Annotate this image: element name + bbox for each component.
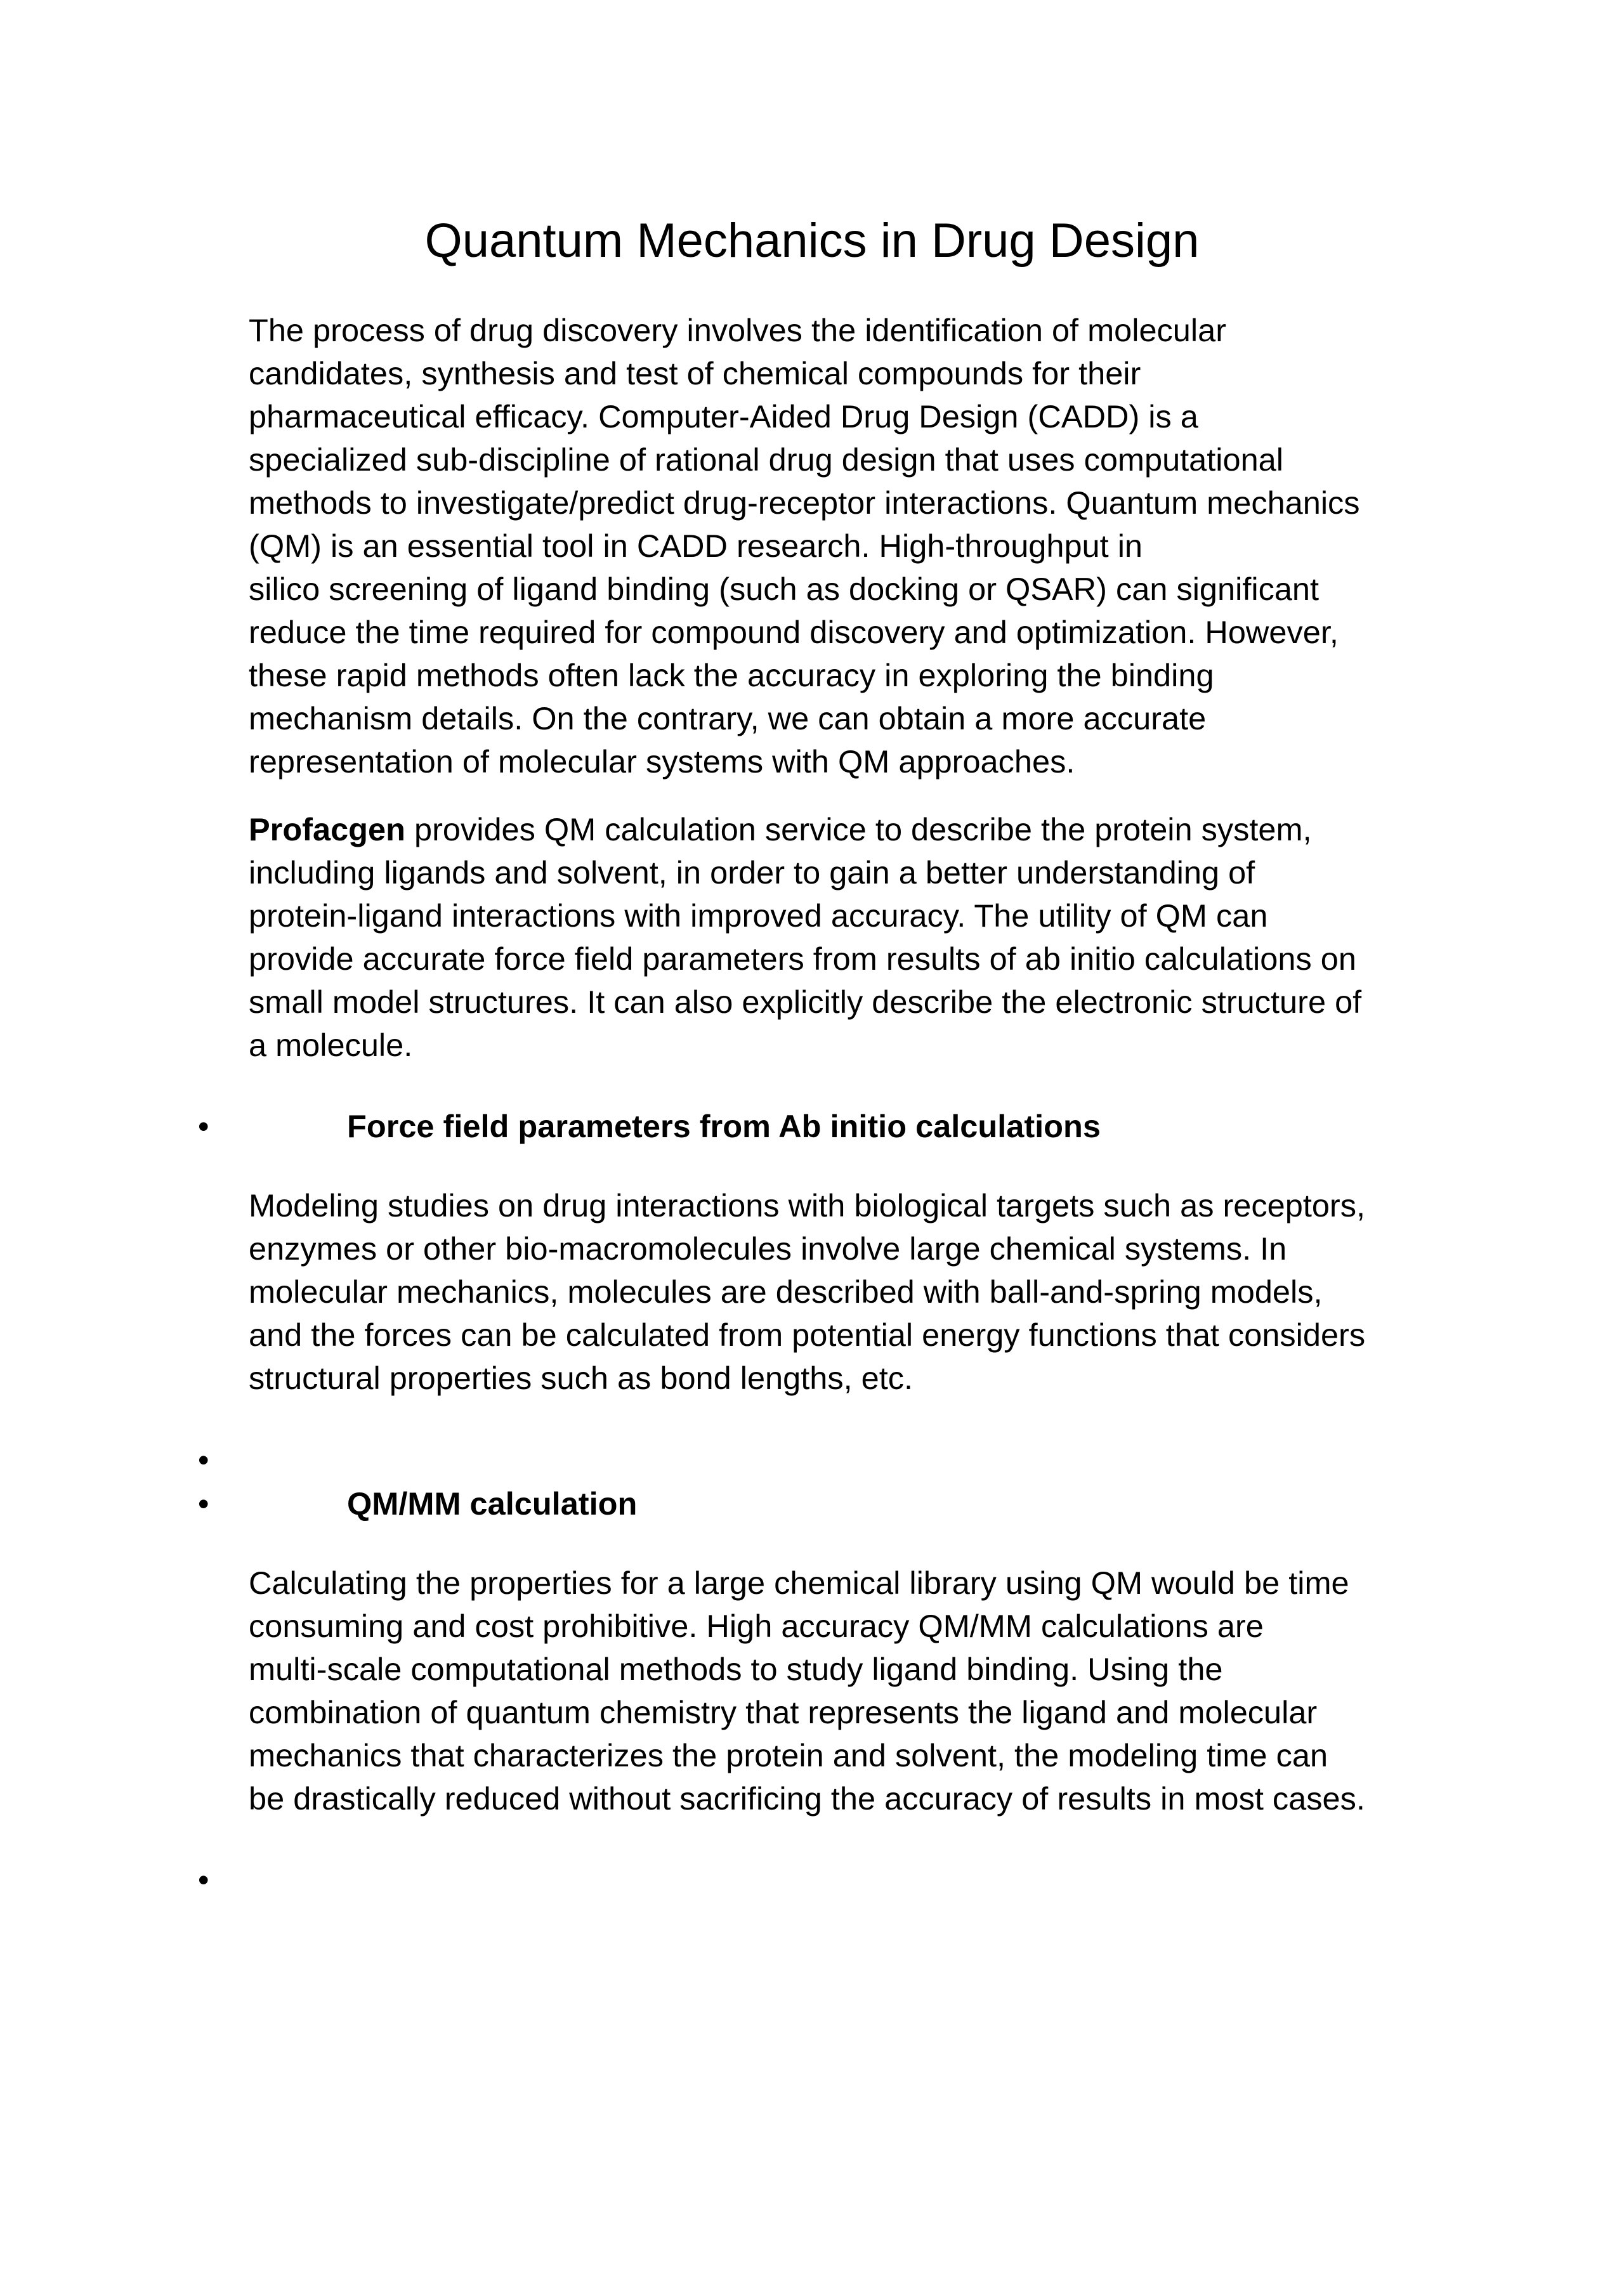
paragraph-line: reduce the time required for compound discovery and optimization. However, <box>249 614 1339 650</box>
bullet-marker: • <box>198 1486 209 1522</box>
intro-paragraph <box>249 309 1410 783</box>
paragraph-line: combination of quantum chemistry that represents the ligand and molecular <box>249 1694 1318 1730</box>
section-heading-force-field: Force field parameters from Ab initio calculations <box>347 1108 1101 1144</box>
paragraph-line: silico screening of ligand binding (such as docking or QSAR) can significant <box>249 571 1320 607</box>
paragraph-line: mechanism details. On the contrary, we can obtain a more accurate <box>249 700 1207 736</box>
paragraph-line: enzymes or other bio-macromolecules involve large chemical systems. In <box>249 1230 1287 1267</box>
paragraph-line: specialized sub-discipline of rational drug design that uses computational <box>249 441 1283 478</box>
paragraph-line: Modeling studies on drug interactions with biological targets such as receptors, <box>249 1187 1366 1223</box>
page-title: Quantum Mechanics in Drug Design <box>424 214 1200 268</box>
paragraph-line: structural properties such as bond lengths, etc. <box>249 1360 914 1396</box>
force-field-paragraph <box>249 1184 1410 1400</box>
paragraph-line: and the forces can be calculated from potential energy functions that considers <box>249 1317 1366 1353</box>
paragraph-line: candidates, synthesis and test of chemical compounds for their <box>249 355 1141 391</box>
bullet-marker: • <box>198 1109 209 1144</box>
paragraph-line: (QM) is an essential tool in CADD research. High-throughput in <box>249 528 1143 564</box>
bullet-marker: • <box>198 1442 209 1478</box>
company-name: Profacgen <box>249 811 405 847</box>
paragraph-line: consuming and cost prohibitive. High accuracy QM/MM calculations are <box>249 1608 1264 1644</box>
paragraph-line: pharmaceutical efficacy. Computer-Aided Drug Design (CADD) is a <box>249 398 1198 434</box>
paragraph-line: small model structures. It can also explicitly describe the electronic structure of <box>249 984 1362 1020</box>
paragraph-line: methods to investigate/predict drug-receptor interactions. Quantum mechanics <box>249 485 1360 521</box>
paragraph-line: provide accurate force field parameters from results of ab initio calculations on <box>249 941 1356 977</box>
paragraph-line: molecular mechanics, molecules are described with ball-and-spring models, <box>249 1274 1323 1310</box>
paragraph-line: protein-ligand interactions with improved accuracy. The utility of QM can <box>249 897 1268 934</box>
qmmm-paragraph <box>249 1562 1410 1820</box>
paragraph-line: mechanics that characterizes the protein and solvent, the modeling time can <box>249 1737 1328 1773</box>
paragraph-line: representation of molecular systems with QM approaches. <box>249 743 1075 779</box>
section-heading-qmmm: QM/MM calculation <box>347 1485 638 1522</box>
paragraph-line: a molecule. <box>249 1027 413 1063</box>
paragraph-line: The process of drug discovery involves the identification of molecular <box>249 312 1227 348</box>
paragraph-line: multi-scale computational methods to study ligand binding. Using the <box>249 1651 1223 1687</box>
bullet-marker: • <box>198 1862 209 1898</box>
paragraph-line: these rapid methods often lack the accuracy in exploring the binding <box>249 657 1214 693</box>
paragraph-line <box>249 808 1410 851</box>
paragraph-line: be drastically reduced without sacrificing the accuracy of results in most cases. <box>249 1780 1365 1817</box>
paragraph-line: Calculating the properties for a large chemical library using QM would be time <box>249 1565 1349 1601</box>
paragraph-text: provides QM calculation service to describe the protein system, <box>405 811 1312 847</box>
service-paragraph <box>249 808 1410 1067</box>
paragraph-line: including ligands and solvent, in order to gain a better understanding of <box>249 854 1255 890</box>
